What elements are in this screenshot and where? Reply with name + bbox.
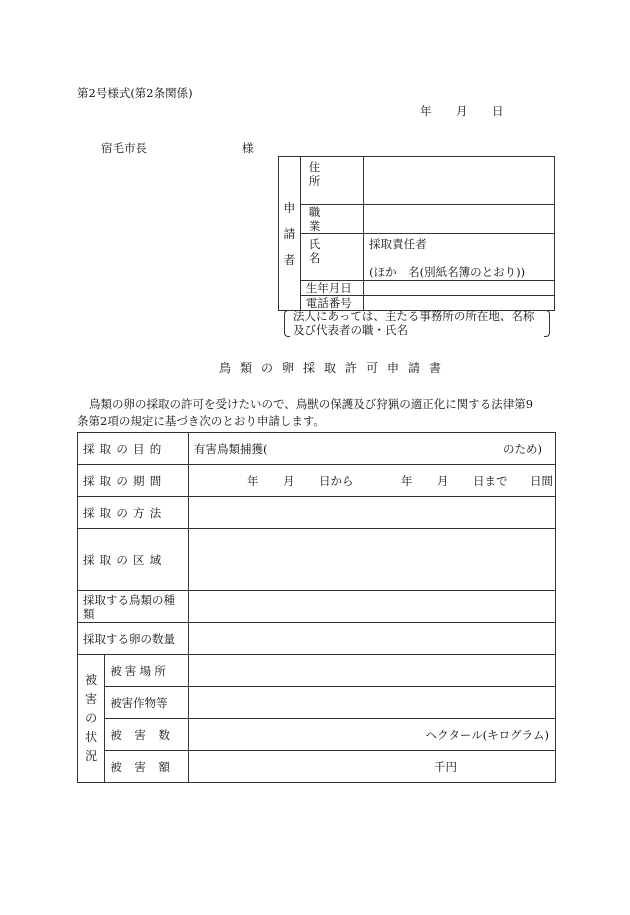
occupation-label: 職 業 [308, 205, 348, 233]
damage-place-label-cell [105, 655, 189, 687]
period-to-day: 日まで [473, 473, 508, 488]
period-value[interactable] [189, 465, 556, 497]
period-to-month: 月 [437, 473, 449, 488]
period-label-cell [78, 465, 189, 497]
applicant-char-2: 請 [283, 226, 296, 241]
period-label: 採取の期間 [83, 473, 167, 488]
damage-crop-value[interactable] [189, 687, 556, 719]
applicant-char-3: 者 [283, 252, 296, 267]
damage-count-value[interactable] [189, 719, 556, 751]
damage-place-value[interactable] [189, 655, 556, 687]
damage-count-unit: ヘクタール(キログラム) [425, 727, 549, 742]
egg-count-label: 採取する卵の数量 [78, 623, 189, 655]
damage-char-1: 被 [85, 673, 98, 687]
damage-amount-label-cell [105, 751, 189, 783]
applicant-note [284, 309, 550, 337]
note-line2: 及び代表者の職・氏名 [293, 323, 408, 337]
period-from-day: 日から [319, 473, 354, 488]
name-value-line2: (ほか 名(別紙名簿のとおり)) [369, 265, 526, 279]
damage-crop-label: 被害作物等 [105, 687, 189, 719]
damage-char-2: 害 [85, 692, 98, 706]
species-value[interactable] [189, 591, 556, 623]
birthdate-label: 生年月日 [300, 281, 363, 296]
intro-line1: 鳥類の卵の採取の許可を受けたいので、鳥獣の保護及び狩猟の適正化に関する法律第9 [89, 397, 534, 411]
area-value[interactable] [189, 529, 556, 591]
damage-place-label: 被害場所 [110, 663, 170, 678]
method-label: 採取の方法 [83, 505, 167, 520]
address-label-cell [300, 157, 363, 205]
purpose-label: 採取の目的 [83, 441, 167, 456]
date-day-label: 日 [492, 104, 504, 118]
document-title: 鳥類の卵採取許可申請書 [219, 361, 451, 375]
occupation-label-cell [300, 205, 363, 234]
area-label: 採取の区域 [83, 552, 167, 567]
period-days: 日間 [530, 473, 553, 488]
purpose-value-prefix: 有害鳥類捕獲( [194, 441, 268, 456]
period-to-year: 年 [401, 473, 413, 488]
damage-section-label [78, 655, 105, 783]
name-value-line1: 採取責任者 [369, 237, 427, 251]
addressee-honorific: 様 [242, 141, 254, 155]
occupation-value[interactable] [364, 205, 555, 234]
address-label: 住 所 [308, 160, 348, 188]
note-right-bracket [544, 310, 550, 337]
addressee-name: 宿毛市長 [101, 141, 147, 155]
damage-char-5: 況 [85, 749, 98, 763]
birthdate-value[interactable] [364, 281, 555, 296]
date-month-label: 月 [456, 104, 468, 118]
applicant-section-label [279, 157, 301, 311]
name-value[interactable] [364, 234, 555, 281]
name-label-cell [300, 234, 363, 281]
date-year-label: 年 [420, 104, 432, 118]
area-label-cell [78, 529, 189, 591]
application-table [77, 432, 556, 783]
intro-line2: 条第2項の規定に基づき次のとおり申請します。 [77, 414, 325, 428]
egg-count-value[interactable] [189, 623, 556, 655]
damage-char-3: の [85, 711, 98, 725]
note-left-bracket [284, 310, 290, 337]
form-number: 第2号様式(第2条関係) [77, 86, 193, 100]
address-value[interactable] [364, 157, 555, 205]
period-from-year: 年 [247, 473, 259, 488]
damage-amount-label: 被害額 [110, 759, 183, 774]
period-from-month: 月 [283, 473, 295, 488]
damage-amount-unit: 千円 [434, 759, 457, 774]
applicant-char-1: 申 [283, 200, 296, 215]
method-value[interactable] [189, 497, 556, 529]
species-label: 採取する鳥類の種類 [78, 591, 189, 623]
damage-char-4: 状 [85, 730, 98, 744]
damage-count-label: 被害数 [110, 727, 183, 742]
name-label: 氏 名 [308, 237, 348, 265]
note-line1: 法人にあっては、主たる事務所の所在地、名称 [293, 309, 535, 323]
method-label-cell [78, 497, 189, 529]
damage-count-label-cell [105, 719, 189, 751]
purpose-label-cell [78, 433, 189, 465]
purpose-value[interactable] [189, 433, 556, 465]
damage-amount-value[interactable] [189, 751, 556, 783]
applicant-table [278, 156, 555, 311]
date-line [420, 104, 510, 118]
purpose-value-suffix: のため) [503, 441, 542, 456]
phone-label: 電話番号 [300, 296, 363, 311]
